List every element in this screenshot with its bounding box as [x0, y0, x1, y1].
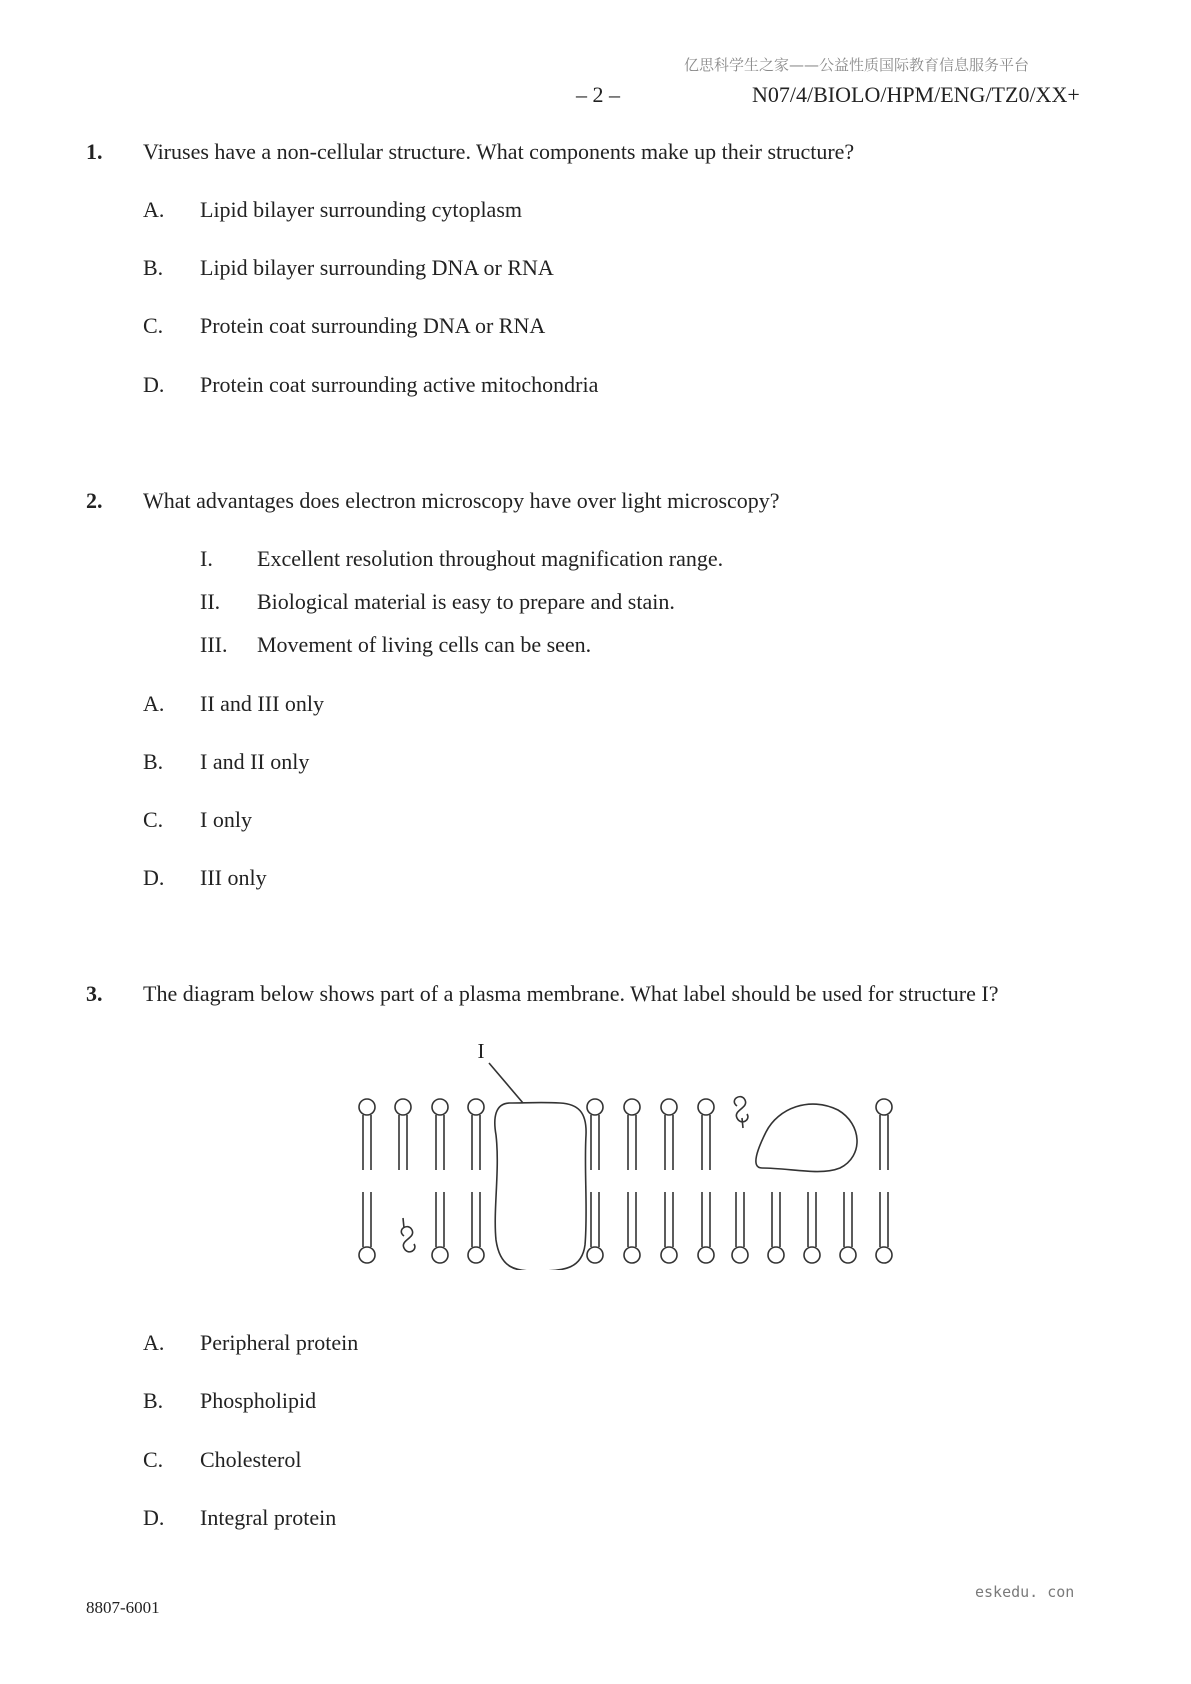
option-letter: C. — [143, 1447, 164, 1472]
footer-code: 8807-6001 — [86, 1598, 160, 1617]
question-text: The diagram below shows part of a plasma membrane. What label should be used for structure I? — [143, 981, 999, 1006]
statement-text: Biological material is easy to prepare and stain. — [257, 589, 675, 614]
question-number: 2. — [86, 488, 103, 513]
question-number: 1. — [86, 139, 103, 164]
option-text: III only — [200, 865, 267, 890]
option-text: Cholesterol — [200, 1447, 302, 1472]
option-letter: B. — [143, 255, 164, 280]
option-text: I and II only — [200, 749, 310, 774]
option-text: Protein coat surrounding DNA or RNA — [200, 313, 546, 338]
paper-code: N07/4/BIOLO/HPM/ENG/TZ0/XX+ — [752, 82, 1080, 107]
phospholipid-top — [359, 1099, 892, 1170]
option-text: Peripheral protein — [200, 1330, 359, 1355]
option-letter: B. — [143, 749, 164, 774]
option-letter: D. — [143, 1505, 165, 1530]
integral-protein-shape — [495, 1103, 586, 1270]
option-text: Phospholipid — [200, 1388, 317, 1413]
peripheral-protein-shape — [756, 1104, 857, 1172]
statement-numeral: II. — [200, 589, 221, 614]
footer-watermark: eskedu. con — [975, 1583, 1075, 1601]
question-number: 3. — [86, 981, 103, 1006]
option-text: I only — [200, 807, 252, 832]
option-text: Lipid bilayer surrounding cytoplasm — [200, 197, 522, 222]
option-letter: D. — [143, 372, 165, 397]
statement-numeral: III. — [200, 632, 228, 657]
cholesterol-bottom — [401, 1218, 415, 1252]
plasma-membrane-diagram — [340, 1030, 920, 1270]
option-text: Lipid bilayer surrounding DNA or RNA — [200, 255, 554, 280]
option-letter: A. — [143, 197, 165, 222]
question-text: Viruses have a non-cellular structure. What components make up their structure? — [143, 139, 855, 164]
question-text: What advantages does electron microscopy have over light microscopy? — [143, 488, 780, 513]
option-letter: A. — [143, 691, 165, 716]
page-number: – 2 – — [576, 82, 620, 107]
statement-text: Excellent resolution throughout magnification range. — [257, 546, 724, 571]
cholesterol-top — [734, 1097, 748, 1128]
option-text: Protein coat surrounding active mitochondria — [200, 372, 599, 397]
option-text: Integral protein — [200, 1505, 337, 1530]
option-letter: C. — [143, 807, 164, 832]
option-letter: D. — [143, 865, 165, 890]
statement-numeral: I. — [200, 546, 213, 571]
statement-text: Movement of living cells can be seen. — [257, 632, 592, 657]
option-text: II and III only — [200, 691, 325, 716]
diagram-label-I: I — [477, 1039, 485, 1063]
option-letter: C. — [143, 313, 164, 338]
option-letter: A. — [143, 1330, 165, 1355]
phospholipid-bottom — [359, 1192, 892, 1263]
option-letter: B. — [143, 1388, 164, 1413]
top-watermark: 亿思科学生之家——公益性质国际教育信息服务平台 — [684, 56, 1030, 74]
